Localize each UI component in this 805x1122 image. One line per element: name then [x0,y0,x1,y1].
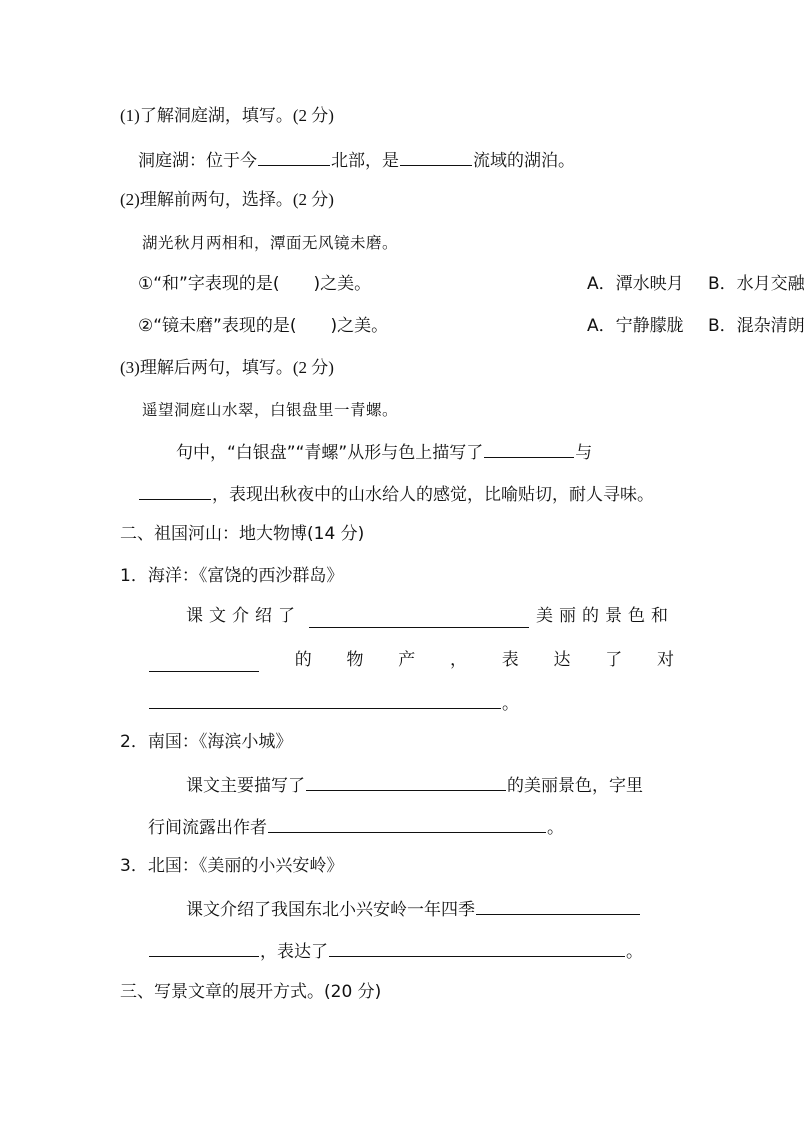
s2-item1-word-8: 对 [657,650,674,670]
s2-item3-blank-scenery[interactable] [149,938,259,957]
s2-item1-word-7: 了 [605,650,623,670]
q2-item1-stem: ①“和”字表现的是( )之美。 [138,274,372,294]
s2-item2-blank-scene[interactable] [306,772,506,791]
s2-item1-line3 [148,690,519,716]
q1-text-b: 北部，是 [331,151,399,171]
q2-item2-option-b[interactable]: B．混杂清朗 [708,316,805,336]
q2-item2-stem: ②“镜未磨”表现的是( )之美。 [138,316,389,336]
q2-item1 [138,272,805,296]
s2-item3-blank-feeling[interactable] [329,938,625,957]
s2-item2-line2 [148,814,564,840]
q1-text-c: 流域的湖泊。 [473,151,575,171]
s2-item3-text-b: ，表达了 [260,942,328,962]
section3-title: 三、写景文章的展开方式。(20 分) [120,982,382,1002]
s2-item3-text-a: 课文介绍了我国东北小兴安岭一年四季 [186,900,475,920]
s2-item1-text-a: 课文介绍了 [186,606,301,626]
s2-item1-word-6: 达 [553,650,571,670]
q2-poem-lines: 湖光秋月两相和，潭面无风镜未磨。 [142,234,399,252]
s2-item2-text-b: 的美丽景色，字里 [507,776,643,796]
q3-poem-lines: 遥望洞庭山水翠，白银盘里一青螺。 [142,401,399,419]
s2-item1-blank-place[interactable] [309,609,529,628]
q3-blank-shape[interactable] [484,439,574,458]
q2-item1-option-b[interactable]: B．水月交融 [708,274,805,294]
q3-fill-line2 [138,481,654,507]
s2-item1-end: 。 [502,694,519,714]
s2-item1-blank-feeling[interactable] [149,690,501,709]
section2-title: 二、祖国河山：地大物博(14 分) [120,524,365,544]
s2-item1-word-1: 的 [294,650,312,670]
s2-item3-line1 [186,896,641,922]
q2-title: (2)理解前两句，选择。(2 分) [120,190,334,209]
s2-item1-text-b: 美丽的景色和 [536,606,674,626]
s2-item2-text-c: 行间流露出作者 [148,818,267,838]
s2-item2-line1 [186,772,643,798]
q3-fill-line1 [176,439,592,465]
s2-item3-end: 。 [626,942,643,962]
s2-item1-word-3: 产 [398,650,416,670]
s2-item1-line1 [186,604,674,628]
q3-title: (3)理解后两句，填写。(2 分) [120,358,334,377]
s2-item3-blank-seasons[interactable] [476,896,640,915]
q2-item2-option-a[interactable]: A．宁静朦胧 [587,316,684,336]
s2-item3-line2 [148,938,643,964]
q3-text-b: 与 [575,443,593,463]
q2-item1-option-a[interactable]: A．潭水映月 [587,274,684,294]
s2-item3-title: 3．北国：《美丽的小兴安岭》 [120,856,344,876]
s2-item1-title: 1．海洋：《富饶的西沙群岛》 [120,566,344,586]
q1-blank-river[interactable] [400,147,472,166]
q2-item2 [138,314,805,338]
s2-item2-title: 2．南国：《海滨小城》 [120,732,293,752]
q1-fill-line [138,147,575,173]
s2-item1-word-4: ， [450,650,467,670]
s2-item1-blank-products[interactable] [149,653,259,672]
s2-item2-text-a: 课文主要描写了 [186,776,305,796]
q3-blank-color[interactable] [139,481,211,500]
q1-title: (1)了解洞庭湖，填写。(2 分) [120,106,334,125]
s2-item1-word-5: 表 [501,650,519,670]
s2-item1-word-2: 物 [346,650,364,670]
q3-text-c: ，表现出秋夜中的山水给人的感觉，比喻贴切，耐人寻味。 [212,485,654,505]
s2-item2-end: 。 [547,818,564,838]
q3-text-a: 句中，“白银盘”“青螺”从形与色上描写了 [176,443,484,463]
s2-item1-line2 [148,648,674,672]
q1-blank-province[interactable] [258,147,330,166]
s2-item2-blank-emotion[interactable] [268,814,546,833]
q1-text-a: 洞庭湖：位于今 [138,151,257,171]
